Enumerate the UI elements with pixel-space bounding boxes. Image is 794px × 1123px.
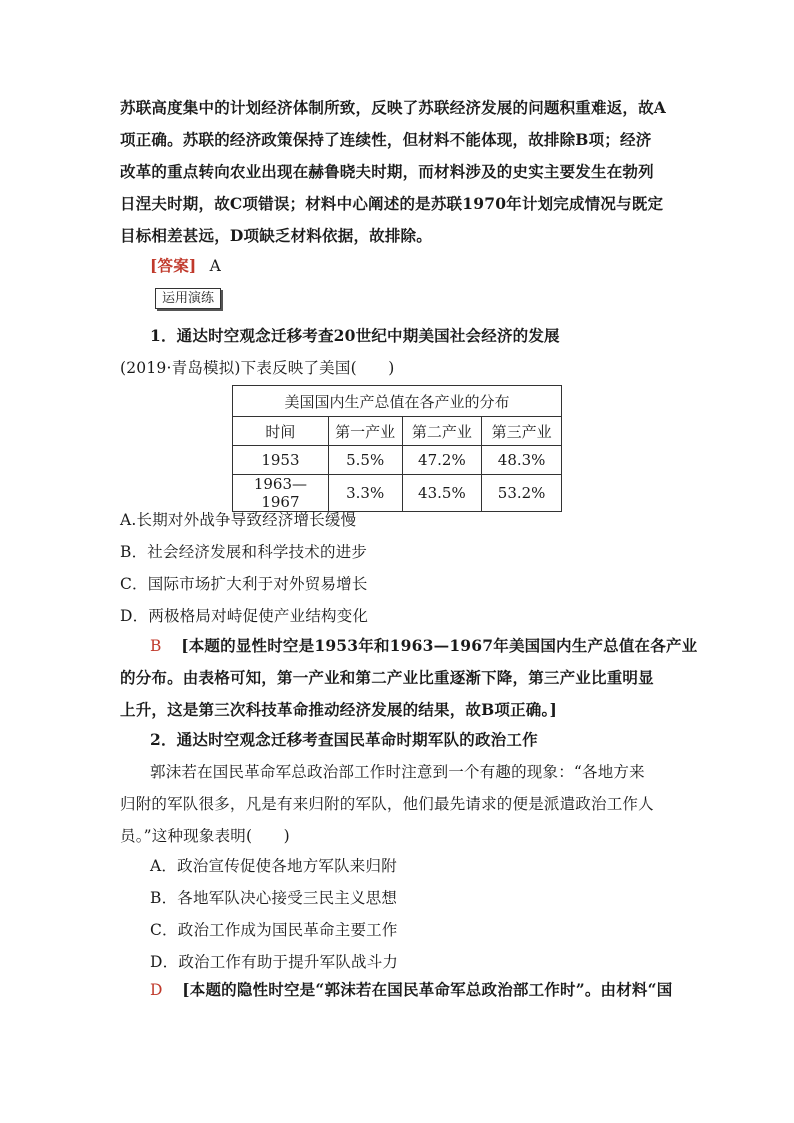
paragraph-line: 苏联高度集中的计划经济体制所致，反映了苏联经济发展的问题积重难返，故A (120, 98, 667, 117)
table-header-cell: 第一产业 (328, 417, 402, 446)
question-stem: 归附的军队很多，凡是有来归附的军队，他们最先请求的便是派遣政治工作人 (120, 795, 654, 813)
table-header-cell: 第二产业 (402, 417, 482, 446)
table-header-cell: 第三产业 (482, 417, 562, 446)
table-cell: 5.5% (328, 446, 402, 475)
table-title: 美国国内生产总值在各产业的分布 (233, 386, 562, 417)
answer-value: A (209, 257, 222, 275)
section-badge: 运用演练 (155, 288, 221, 309)
option-d: D．两极格局对峙促使产业结构变化 (120, 607, 369, 625)
table-cell: 43.5% (402, 475, 482, 512)
option-c: C．国际市场扩大利于对外贸易增长 (120, 575, 368, 593)
question-heading: 1．通达时空观念迁移考查20世纪中期美国社会经济的发展 (150, 326, 560, 345)
question-heading: 2．通达时空观念迁移考查国民革命时期军队的政治工作 (150, 730, 538, 749)
table-cell: 47.2% (402, 446, 482, 475)
table-cell: 48.3% (482, 446, 562, 475)
option-a: A．政治宣传促使各地方军队来归附 (150, 857, 397, 875)
explanation-text: [本题的显性时空是1953年和1963—1967年美国国内生产总值在各产业 (181, 636, 698, 655)
question-stem: 郭沫若在国民革命军总政治部工作时注意到一个有趣的现象：“各地方来 (150, 763, 645, 781)
paragraph-line: 项正确。苏联的经济政策保持了连续性，但材料不能体现，故排除B项；经济 (120, 130, 652, 149)
question-stem: 员。”这种现象表明( ) (120, 827, 290, 845)
option-b: B．社会经济发展和科学技术的进步 (120, 543, 368, 561)
table-row (233, 446, 562, 475)
explanation-line (150, 636, 698, 656)
table-cell: 3.3% (328, 475, 402, 512)
explanation-line (150, 980, 676, 1000)
gdp-table (232, 385, 562, 512)
table-header-cell: 时间 (233, 417, 329, 446)
table-cell: 1953 (233, 446, 329, 475)
answer-line (150, 256, 676, 276)
option-c: C．政治工作成为国民革命主要工作 (150, 921, 398, 939)
option-b: B．各地军队决心接受三民主义思想 (150, 889, 398, 907)
table-cell: 53.2% (482, 475, 562, 512)
explanation-line: 上升，这是第三次科技革命推动经济发展的结果，故B项正确。] (120, 700, 557, 719)
explanation-text: [本题的隐性时空是“郭沫若在国民革命军总政治部工作时”。由材料“国 (182, 980, 673, 999)
paragraph-line: 日涅夫时期，故C项错误；材料中心阐述的是苏联1970年计划完成情况与既定 (120, 194, 664, 213)
table-row (233, 475, 562, 512)
answer-letter: D (150, 981, 163, 999)
explanation-line: 的分布。由表格可知，第一产业和第二产业比重逐渐下降，第三产业比重明显 (120, 668, 654, 687)
option-a: A.长期对外战争导致经济增长缓慢 (120, 511, 357, 529)
option-d: D．政治工作有助于提升军队战斗力 (150, 953, 399, 971)
answer-letter: B (150, 637, 162, 655)
table-cell: 1963—1967 (233, 475, 329, 512)
paragraph-line: 改革的重点转向农业出现在赫鲁晓夫时期，而材料涉及的史实主要发生在勃列 (120, 162, 654, 181)
question-stem: (2019·青岛模拟)下表反映了美国( ) (120, 359, 395, 377)
paragraph-line: 目标相差甚远，D项缺乏材料依据，故排除。 (120, 226, 432, 245)
answer-tag: [答案] (150, 256, 197, 275)
